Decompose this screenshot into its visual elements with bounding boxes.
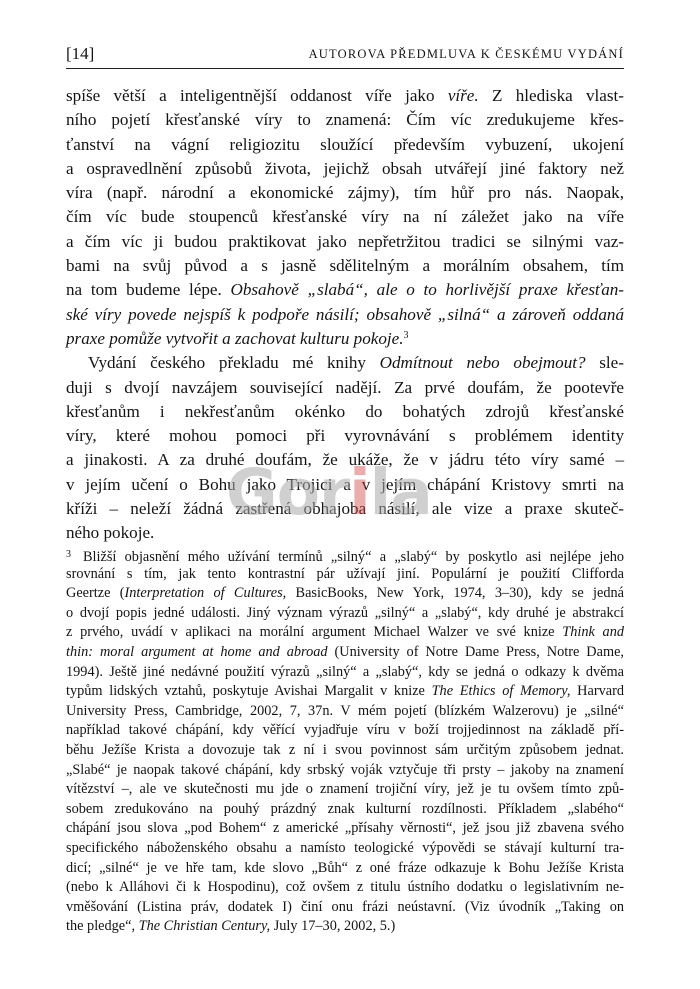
text-line: spíše větší a inteligentnější oddanost víře jako víře. Z hlediska vlast-: [66, 86, 624, 105]
text-line: Vydání českého překladu mé knihy Odmítnout nebo obejmout? sle-: [88, 353, 624, 373]
page-header: [66, 44, 624, 66]
text-line: duji s dvojí navzájem související nadějí. Za prvé doufám, že pootevře: [66, 377, 624, 397]
text-line: ního pojetí křesťanské víry to znamená: Čím víc zredukujeme křes-: [66, 110, 624, 130]
text-line: víry, které mohou pomoci při vyrovnávání s problémem identity: [66, 426, 624, 446]
footnote-line: University Press, Cambridge, 2002, 7, 37n. V mém pojetí (blízkém Walzerovu) je „silné“: [66, 702, 624, 719]
text-line: a čím víc ji budou praktikovat jako nepřetržitou tradici se silnými vaz-: [66, 231, 624, 251]
footnote-line: specifického náboženského obsahu a namísto teologické výpovědi se stávají kulturní tra-: [66, 839, 624, 856]
header-rule: [66, 68, 624, 69]
text-line: praxe pomůže vytvořit a zachovat kulturu pokoje.$^3$: [66, 328, 409, 348]
footnote-line: $^3$ Bližší objasnění mého užívání termínů „silný“ a „slabý“ by poskytlo asi nejlépe jeho: [66, 549, 624, 565]
watermark-logo: Gorila: [226, 456, 432, 529]
text-line: čím víc bude stoupenců křesťanské víry na ní záležet jako na víře: [66, 207, 624, 227]
page-number: [14]: [66, 44, 95, 63]
text-line: a ospravedlnění způsobů života, jejichž obsah utvářejí jiné faktory než: [66, 158, 624, 178]
footnote-line: vměšování (Listina práv, dodatek I) činí onu frázi neústavní. (Viz úvodník „Taking on: [66, 898, 624, 915]
footnote-line: (nebo k Alláhovi či k Hospodinu), což ovšem z titulu ústního dodatku o legislativním ne-: [66, 879, 624, 896]
text-line: ťanství na vágní religiozitu sloužící především vybuzení, ukojení: [66, 134, 624, 154]
footnote-line: 1994). Ještě jiné nedávné použití výrazů „silný“ a „slabý“, kdy se jedná o odkazy k dvěma: [66, 663, 624, 680]
footnote-line: o dvojí popis jedné události. Jiný význam výrazů „silný“ a „slabý“, kdy druhé je abstrakcí: [66, 604, 624, 621]
footnote-line: Geertze (Interpretation of Cultures, BasicBooks, New York, 1974, 3–30), kdy se jedná: [66, 585, 624, 602]
text-line: kříži – neleží žádná zastřená obhajoba násilí, ale vize a praxe skuteč-: [66, 499, 624, 519]
footnote-line: „Slabé“ je naopak takové chápání, kdy srbský voják vztyčuje tři prsty – jakoby na znamení: [66, 761, 624, 778]
footnote-line: sobem zredukováno na pouhý prázdný znak kulturní rozdílnosti. Příkladem „slabého“: [66, 800, 624, 817]
text-line: víra (např. národní a ekonomické zájmy), tím hůř pro nás. Naopak,: [66, 183, 624, 203]
text-line: ného pokoje.: [66, 523, 155, 543]
footnote-line: například takové chápání, kdy věřící vyjadřuje víru v boží trojjedinnost na základě pří-: [66, 722, 624, 739]
text-line: na tom budeme lépe. Obsahově „slabá“, ale o to horlivější praxe křesťan-: [66, 280, 624, 300]
footnote-line: chápání jsou slova „pod Bohem“ z americké „přísahy věrnosti“, jež jsou již zbavena svého: [66, 820, 624, 837]
footnote-line: dicí; „silné“ je ve hře tam, kde slovo „Bůh“ z oné fráze odkazuje k Bohu Ježíše Krista: [66, 859, 624, 876]
footnote-line: vítězství –, ale ve skutečnosti mu jde o znamení trojiční víry, jež je tu ovšem tímto způ-: [66, 781, 624, 798]
text-line: ské víry povede nejspíš k podpoře násilí; obsahově „silná“ a zároveň oddaná: [66, 304, 624, 324]
text-line: křesťanům i nekřesťanům okénko do bohatých zdrojů křesťanské: [66, 401, 624, 421]
footnote-line: srovnání s tím, jak tento kontrastní pár užívají jiní. Populární je použití Clifforda: [66, 565, 624, 582]
footnote-line: the pledge“, The Christian Century, July 17–30, 2002, 5.): [66, 918, 396, 935]
running-head: AUTOROVA PŘEDMLUVA K ČESKÉMU VYDÁNÍ: [308, 47, 624, 61]
text-line: a jinakosti. A za druhé doufám, že ukáže, že v jádru této víry samé –: [66, 450, 624, 470]
footnote: [66, 545, 624, 937]
footnote-reference: 3: [403, 329, 409, 341]
text-line: v jejím učení o Bohu jako Trojici a v jejím chápání Kristovy smrti na: [66, 474, 624, 494]
footnote-line: thin: moral argument at home and abroad (University of Notre Dame Press, Notre Dame,: [66, 643, 624, 660]
footnote-marker: 3: [66, 549, 71, 560]
text-line: bami na svůj původ a s jasně sdělitelným a morálním obsahem, tím: [66, 256, 624, 276]
footnote-line: typům lidských vztahů, poskytuje Avishai Margalit v knize The Ethics of Memory, Harvard: [66, 683, 624, 700]
footnote-line: z prvého, uvádí v aplikaci na morální argument Michael Walzer ve své knize Think and: [66, 624, 624, 641]
footnote-line: běhu Ježíše Krista a dovozuje tak z ní i svou povinnost sám určitým způsobem jednat.: [66, 741, 624, 758]
